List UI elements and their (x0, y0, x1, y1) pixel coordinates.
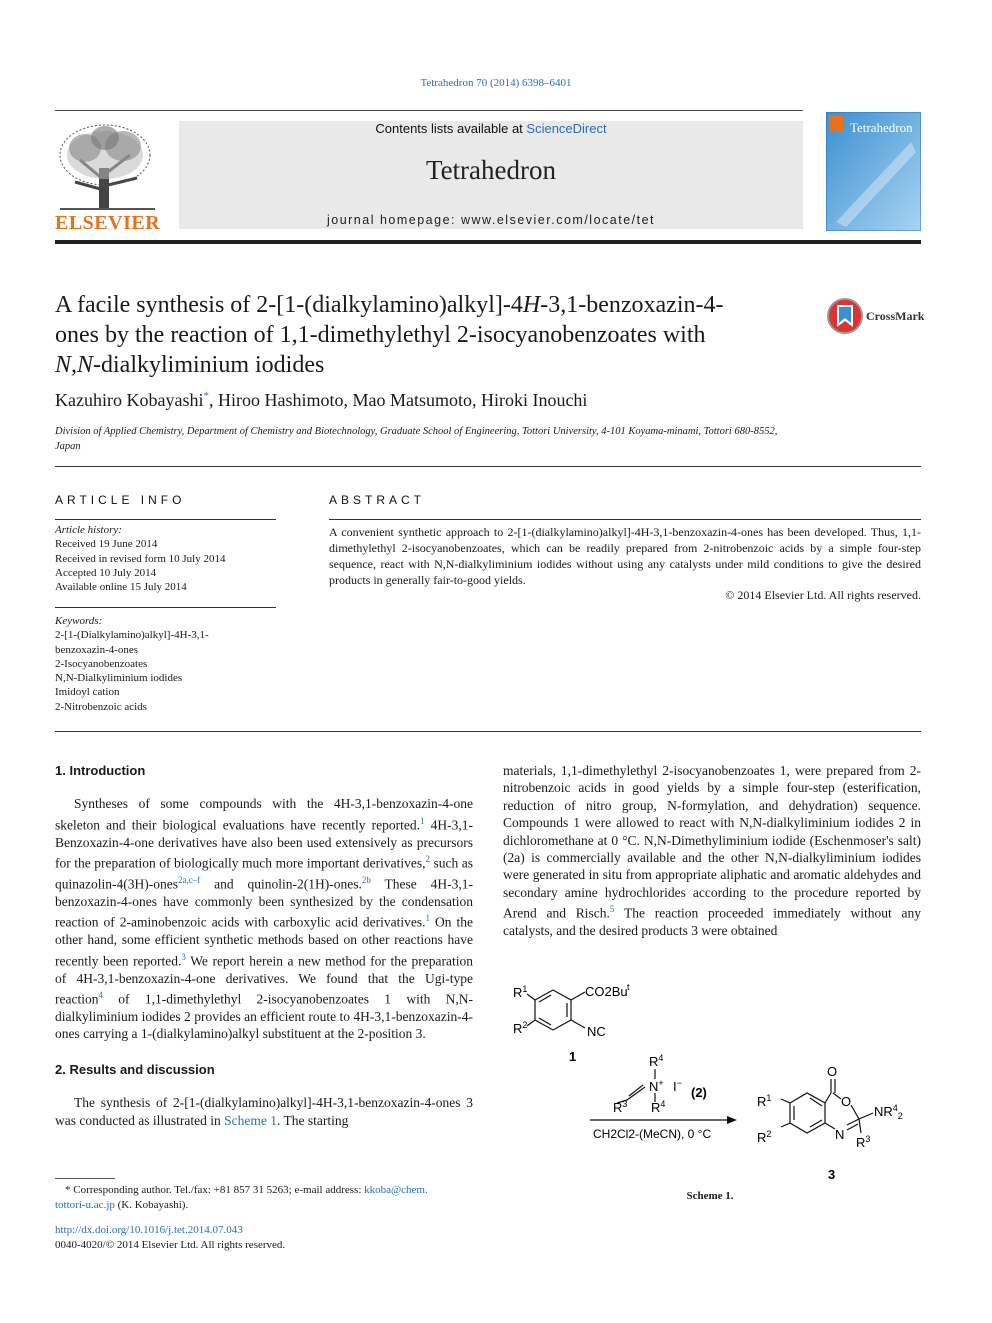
scheme-product-r2: $R^2$ (757, 1129, 772, 1145)
keywords (55, 614, 276, 714)
left-column (55, 762, 473, 1129)
scheme-link[interactable]: Scheme 1 (224, 1112, 277, 1128)
affiliation-rule (55, 466, 921, 467)
authors: Kazuhiro Kobayashi*, Hiroo Hashimoto, Mao Matsumoto, Hiroki Inouchi (55, 390, 588, 410)
reference-link[interactable]: 2b (361, 875, 371, 886)
journal-homepage[interactable]: journal homepage: www.elsevier.com/locate/tet (326, 213, 656, 227)
crossmark-badge[interactable] (826, 297, 926, 337)
reference-link[interactable]: 1 (419, 815, 425, 826)
keyword-item: N,N-Dialkyliminium iodides (55, 672, 183, 685)
header-bottom-rule (55, 240, 921, 244)
reaction-conditions: CH2Cl2-(MeCN), 0 °C (593, 1127, 712, 1141)
contents-line: Contents lists available at ScienceDirect (375, 121, 607, 136)
article-info-heading: ARTICLE INFO (55, 493, 186, 507)
reference-link[interactable]: 1 (425, 913, 430, 924)
history-item: Available online 15 July 2014 (55, 581, 187, 594)
article-history (55, 523, 276, 594)
compound-1-structure (527, 990, 585, 1030)
cover-title: Tetrahedron (850, 120, 913, 135)
corresponding-footnote: * Corresponding author. Tel./fax: +81 857 31 5263; e-mail address: kkoba@chem. tottori-u.ac.jp (K. Kobayashi). (55, 1184, 428, 1211)
header-top-rule (55, 110, 803, 111)
reference-link[interactable]: 3 (181, 951, 186, 962)
elsevier-logo[interactable] (55, 120, 160, 232)
corresponding-mark[interactable]: * (203, 390, 209, 402)
abstract-rule (329, 519, 921, 520)
results-continued-paragraph: materials, 1,1-dimethylethyl 2-isocyanobenzoates 1, were prepared from 2-nitrobenzoic acids in good yields by a simple four-step (esterification, reduction of nitro group, N-formylation, and dehydration) sequence. Compounds 1 were allowed to react with N,N-dialkyliminium iodides 2 in dichloromethane at 0 °C. N,N-Dimethyliminium iodide (Eschenmoser's salt) (2a) is commercially available and the other N,N-dialkyliminium iodides were generated in situ from appropriate aliphatic and aromatic aldehydes and secondary amine hydrochlorides according to the procedure reported by Arend and Risch.$^5$ The reaction proceeded immediately without any catalysts, and the desired products 3 were obtained (503, 763, 922, 939)
intro-paragraph: Syntheses of some compounds with the 4H-3,1-benzoxazin-4-one skeleton and their biological evaluations have recently reported.$^1$ 4H-3,1-Benzoxazin-4-one derivatives have also been used extensively as precursors for the preparation of biologically much more important derivatives,$^2$ such as quinazolin-4(3H)-ones$^{2a,c-f}$ and quinolin-2(1H)-ones.$^{2b}$ These 4H-3,1-benzoxazin-4-ones have commonly been synthesized by the condensation reaction of 2-aminobenzoic acids with carboxylic acid derivatives.$^1$ On the other hand, some efficient synthetic methods based on other reactions have recently been reported.$^3$ We report herein a new method for the preparation of 4H-3,1-benzoxazin-4-one derivatives. We found that the Ugi-type reaction$^4$ of 1,1-dimethylethyl 2-isocyanobenzoates 1 with N,N-dialkyliminium iodides 2 provides an efficient route to 4H-3,1-benzoxazin-4-ones carrying a 1-(dialkylamino)alkyl substituent at the 2-position 3. (55, 796, 473, 1042)
reference-link[interactable]: 5 (609, 904, 615, 915)
keywords-label: Keywords: (55, 615, 103, 627)
crossmark-icon (826, 297, 864, 335)
results-paragraph: The synthesis of 2-[1-(dialkylamino)alkyl]-4H-3,1-benzoxazin-4-ones 3 was conducted as illustrated in Scheme 1. The starting (55, 1095, 473, 1128)
journal-title[interactable]: Tetrahedron (425, 155, 557, 185)
scheme-r4-top: $R^4$ (649, 1053, 664, 1069)
abstract-bottom-rule (55, 731, 921, 732)
scheme-r2-label: $R^2$ (513, 1020, 528, 1036)
info-rule-mid (55, 607, 276, 608)
scheme-product-r3: $R^3$ (856, 1134, 871, 1150)
history-item: Received in revised form 10 July 2014 (55, 552, 226, 565)
journal-cover[interactable] (826, 112, 921, 231)
scheme-iodide: I− (673, 1078, 682, 1094)
scheme-r1-label: $R^1$ (513, 984, 528, 1000)
scheme-ring-n: N (835, 1127, 845, 1142)
scheme-ring-o: O (841, 1094, 852, 1109)
email-link[interactable]: kkoba@chem. (364, 1184, 428, 1196)
sciencedirect-link[interactable]: ScienceDirect (526, 121, 607, 136)
results-heading: 2. Results and discussion (55, 1061, 215, 1077)
abstract-text: A convenient synthetic approach to 2-[1-(dialkylamino)alkyl]-4H-3,1-benzoxazin-4-ones has been developed. Thus, 1,1-dimethylethyl 2-isocyanobenzoates, which can be readily prepared from 2-nitrobenzoic acids by a simple four-step sequence, react with N,N-dialkyliminium iodides without using any catalysts under mild conditions to give the desired products in generally fair-to-good yields. (329, 525, 921, 587)
scheme-1-graphic (505, 975, 921, 1185)
footnote-rule (55, 1178, 115, 1179)
scheme-carbonyl-o: O (827, 1064, 838, 1079)
scheme-ester-label: CO2Bu (585, 984, 628, 999)
scheme-reagent-2: (2) (691, 1085, 707, 1100)
reaction-arrow-head (727, 1116, 737, 1124)
abstract-copyright: © 2014 Elsevier Ltd. All rights reserved. (725, 588, 921, 602)
email-link-continued[interactable]: tottori-u.ac.jp (55, 1199, 115, 1211)
keyword-item: benzoxazin-4-ones (55, 643, 139, 656)
compound-3-label: 3 (828, 1167, 836, 1182)
history-item: Received 19 June 2014 (55, 538, 158, 551)
scheme-n-plus: N+ (649, 1078, 664, 1094)
keyword-item: 2-[1-(Dialkylamino)alkyl]-4H-3,1- (55, 629, 209, 642)
scheme-caption: Scheme 1. (686, 1190, 734, 1202)
history-label: Article history: (55, 524, 122, 536)
scheme-r3-label: $R^3$ (613, 1099, 628, 1115)
compound-1-label: 1 (569, 1049, 577, 1064)
doi-link[interactable]: http://dx.doi.org/10.1016/j.tet.2014.07.043 (55, 1224, 243, 1236)
info-rule-top (55, 519, 276, 520)
article-title: A facile synthesis of 2-[1-(dialkylamino)alkyl]-4H-3,1-benzoxazin-4- ones by the reaction of 1,1-dimethylethyl 2-isocyanobenzoates with N,N-dialkyliminium iodides (55, 292, 724, 378)
reference-link[interactable]: 4 (98, 989, 103, 1000)
author-link[interactable]: Kazuhiro Kobayashi (55, 390, 204, 410)
issn-line: 0040-4020/© 2014 Elsevier Ltd. All rights reserved. (55, 1239, 286, 1251)
right-column (503, 762, 921, 940)
history-item: Accepted 10 July 2014 (55, 566, 157, 579)
intro-heading: 1. Introduction (55, 763, 146, 778)
keyword-item: Imidoyl cation (55, 686, 120, 699)
scheme-product-r1: $R^1$ (757, 1093, 772, 1109)
affiliation: Division of Applied Chemistry, Department of Chemistry and Biotechnology, Graduate School of Engineering, Tottori University, 4-101 Koyama-minami, Tottori 680-8552, Japan (55, 426, 778, 452)
footer-doi (55, 1223, 473, 1253)
crossmark-label: CrossMark (866, 309, 925, 323)
keyword-item: 2-Isocyanobenzoates (55, 657, 148, 670)
reference-link[interactable]: 2a,c–f (177, 875, 201, 886)
keyword-item: 2-Nitrobenzoic acids (55, 700, 147, 713)
scheme-r4-bottom: $R^4$ (651, 1099, 666, 1115)
scheme-ester-sup: t (627, 982, 630, 992)
scheme-nc-label: NC (587, 1024, 606, 1039)
journal-banner (179, 121, 803, 229)
journal-citation[interactable]: Tetrahedron 70 (2014) 6398–6401 (420, 77, 572, 89)
abstract-heading: ABSTRACT (329, 493, 426, 507)
publisher-name: ELSEVIER (55, 212, 161, 234)
scheme-nr42: $NR^4_2$ (874, 1103, 903, 1121)
reference-link[interactable]: 2 (425, 854, 430, 865)
compound-3-structure (781, 1079, 873, 1133)
